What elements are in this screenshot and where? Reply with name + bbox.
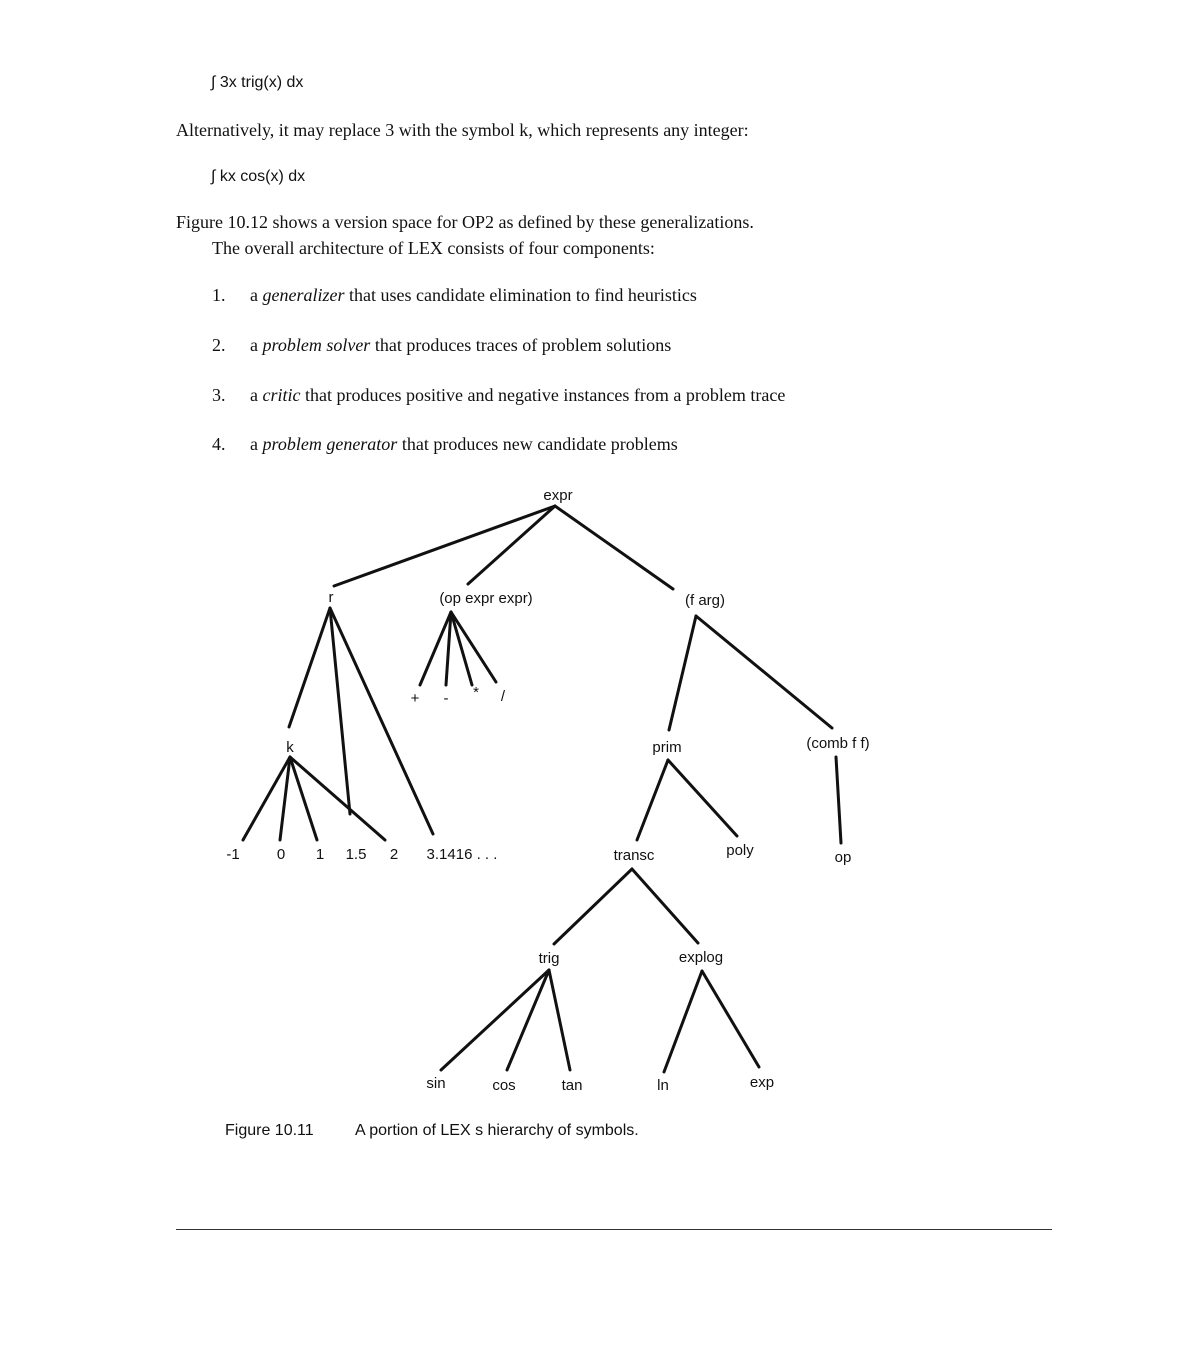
node-op: op xyxy=(834,849,852,866)
node-zero: 0 xyxy=(276,846,286,863)
edge-comb-op xyxy=(836,757,841,843)
node-expr: expr xyxy=(543,487,573,504)
list-item-term: critic xyxy=(262,385,301,405)
edge-op-divide xyxy=(451,612,496,682)
edge-r-pi xyxy=(330,608,433,834)
list-item-pre: a xyxy=(250,385,263,405)
node-sin: sin xyxy=(426,1075,446,1092)
node-r: r xyxy=(328,589,334,606)
edge-trig-sin xyxy=(441,970,549,1070)
list-item-post: that uses candidate elimination to find heuristics xyxy=(344,285,697,305)
node-op-expr-expr: (op expr expr) xyxy=(439,590,533,607)
edge-op-times xyxy=(451,612,472,685)
edge-explog-ln xyxy=(664,971,702,1072)
node-cos: cos xyxy=(492,1077,516,1094)
formula-kx-cos: ∫ kx cos(x) dx xyxy=(211,168,306,185)
node-prim: prim xyxy=(652,739,682,756)
list-item-post: that produces positive and negative instances from a problem trace xyxy=(300,385,786,405)
edge-prim-transc xyxy=(637,760,668,840)
list-item-pre: a xyxy=(250,434,263,454)
node-onefive: 1.5 xyxy=(345,846,367,863)
edge-trig-cos xyxy=(507,970,549,1070)
paragraph-figure-reference: Figure 10.12 shows a version space for OP2 as defined by these generalizations. xyxy=(176,212,754,232)
list-item-term: problem generator xyxy=(262,434,398,454)
edge-expr-farg xyxy=(555,506,673,589)
edge-expr-r xyxy=(334,506,555,586)
node-ln: ln xyxy=(657,1077,669,1094)
edge-trig-tan xyxy=(549,970,570,1070)
node-trig: trig xyxy=(538,950,560,967)
node-f-arg: (f arg) xyxy=(684,592,726,609)
node-explog: explog xyxy=(678,949,724,966)
edge-prim-poly xyxy=(668,760,737,836)
node-transc: transc xyxy=(613,847,655,864)
list-item-post: that produces traces of problem solutions xyxy=(370,335,672,355)
edge-transc-explog xyxy=(632,869,698,943)
node-plus: + xyxy=(410,690,420,707)
figure-caption-number: Figure 10.11 xyxy=(225,1122,314,1139)
formula-3x-trig: ∫ 3x trig(x) dx xyxy=(211,74,304,91)
paragraph-alternatively: Alternatively, it may replace 3 with the symbol k, which represents any integer: xyxy=(176,120,749,140)
edge-farg-prim xyxy=(669,616,696,730)
node-times: * xyxy=(473,684,479,701)
node-one: 1 xyxy=(315,846,325,863)
node-exp: exp xyxy=(749,1074,775,1091)
list-item-pre: a xyxy=(250,335,263,355)
node-k: k xyxy=(286,739,294,756)
edge-r-onefive xyxy=(330,608,350,814)
edge-explog-exp xyxy=(702,971,759,1067)
figure-caption-text: A portion of LEX s hierarchy of symbols. xyxy=(355,1122,639,1139)
paragraph-architecture: The overall architecture of LEX consists of four components: xyxy=(212,238,655,258)
list-item-term: problem solver xyxy=(262,335,371,355)
edge-transc-trig xyxy=(554,869,632,944)
list-item-number: 4. xyxy=(212,434,226,454)
list-item-number: 3. xyxy=(212,385,226,405)
node-pi: 3.1416 . . . xyxy=(426,846,498,863)
node-comb-f-f: (comb f f) xyxy=(806,735,870,752)
list-item-number: 2. xyxy=(212,335,226,355)
list-item-post: that produces new candidate problems xyxy=(397,434,678,454)
list-item-pre: a xyxy=(250,285,263,305)
edge-farg-comb xyxy=(696,616,832,728)
node-tan: tan xyxy=(561,1077,583,1094)
list-item-term: generalizer xyxy=(262,285,345,305)
edge-expr-op xyxy=(468,506,555,584)
node-minus: - xyxy=(443,690,449,707)
list-item-number: 1. xyxy=(212,285,226,305)
node-neg1: -1 xyxy=(226,846,240,863)
tree-labels xyxy=(226,487,869,1094)
footer-rule xyxy=(176,1229,1052,1230)
node-two: 2 xyxy=(389,846,399,863)
node-divide: / xyxy=(500,688,506,705)
node-poly: poly xyxy=(726,842,754,859)
edge-r-k xyxy=(289,608,330,727)
